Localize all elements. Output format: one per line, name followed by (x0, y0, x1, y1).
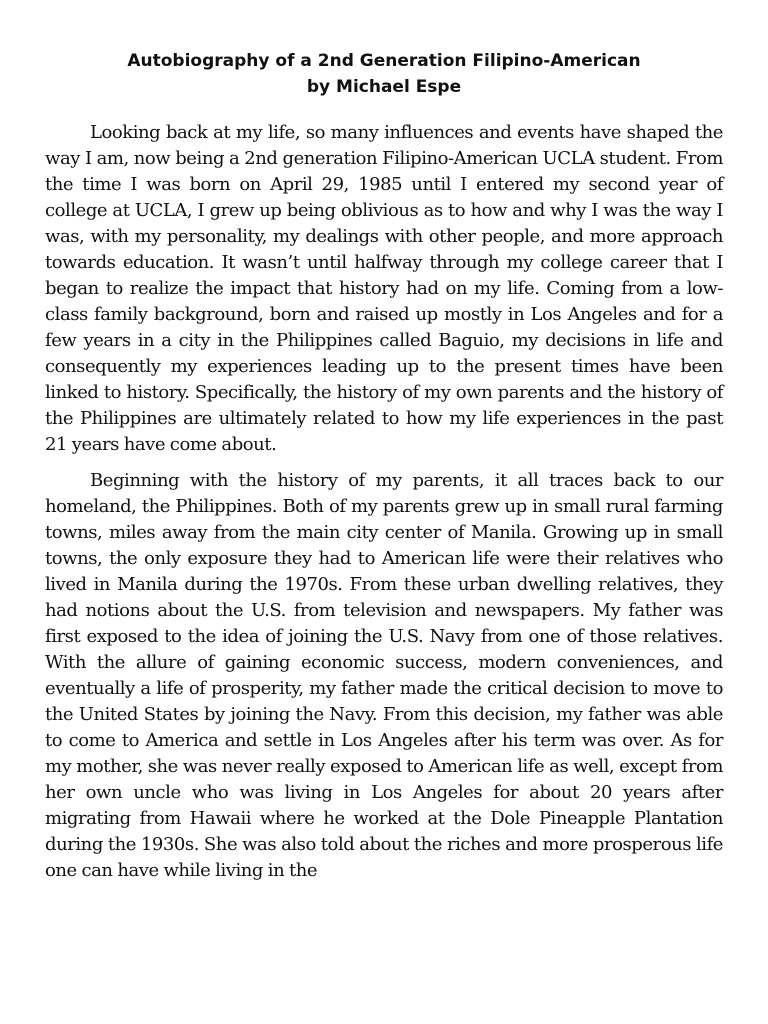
document-heading (45, 48, 723, 100)
document-page (45, 48, 723, 894)
document-body (45, 120, 723, 884)
body-paragraph-2: Beginning with the history of my parents, it all traces back to our homeland, the Philippines. Both of my parents grew up in small rural farming towns, miles away from the main city center of Manila. Growing up in small towns, the only exposure they had to American life were their relatives who lived in Manila during the 1970s. From these urban dwelling relatives, they had notions about the U.S. from television and newspapers. My father was first exposed to the idea of joining the U.S. Navy from one of those relatives. With the allure of gaining economic success, modern conveniences, and eventually a life of prosperity, my father made the critical decision to move to the United States by joining the Navy. From this decision, my father was able to come to America and settle in Los Angeles after his term was over. As for my mother, she was never really exposed to American life as well, except from her own uncle who was living in Los Angeles for about 20 years after migrating from Hawaii where he worked at the Dole Pineapple Plantation during the 1930s. She was also told about the riches and more prosperous life one can have while living in the (45, 470, 723, 881)
document-byline: by Michael Espe (306, 77, 462, 97)
body-paragraph-1: Looking back at my life, so many influences and events have shaped the way I am, now being a 2nd generation Filipino-American UCLA student. From the time I was born on April 29, 1985 until I entered my second year of college at UCLA, I grew up being oblivious as to how and why I was the way I was, with my personality, my dealings with other people, and more approach towards education. It wasn’t until halfway through my college career that I began to realize the impact that history had on my life. Coming from a low-class family background, born and raised up mostly in Los Angeles and for a few years in a city in the Philippines called Baguio, my decisions in life and consequently my experiences leading up to the present times have been linked to history. Specifically, the history of my own parents and the history of the Philippines are ultimately related to how my life experiences in the past 21 years have come about. (45, 122, 723, 455)
document-title: Autobiography of a 2nd Generation Filipino-American (127, 51, 641, 71)
